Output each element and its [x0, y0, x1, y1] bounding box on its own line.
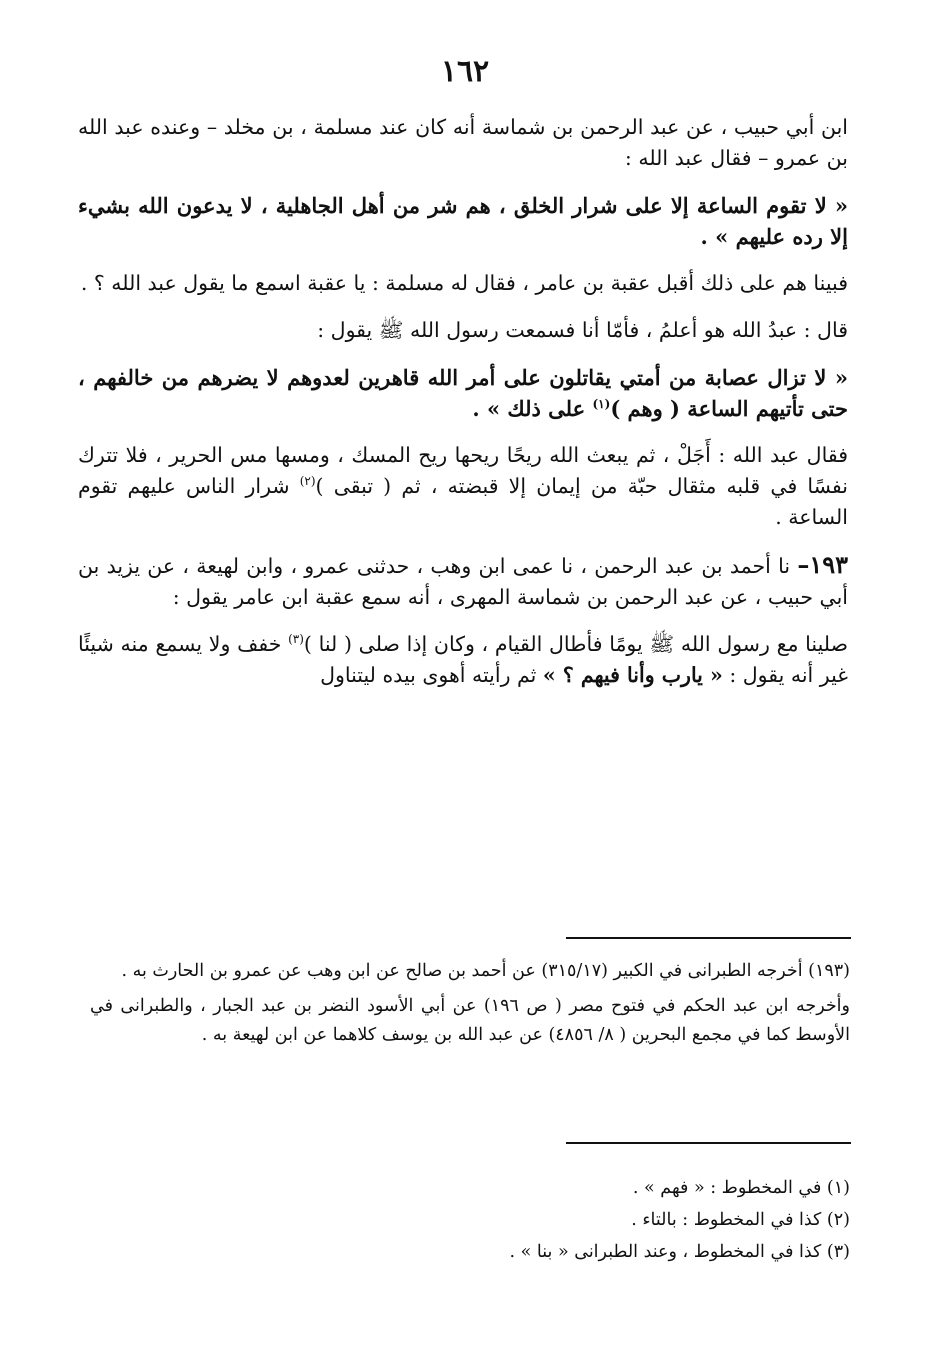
paragraph-6	[78, 440, 848, 533]
hadith-quote-1: « لا تقوم الساعة إلا على شرار الخلق ، هم شر من أهل الجاهلية ، لا يدعون الله بشيء إلا رده عليهم » .	[78, 193, 848, 249]
hadith-quote-2	[78, 362, 848, 424]
footnote-ref-2: (٢)	[299, 474, 316, 489]
takhrij-1: (١٩٣) أخرجه الطبرانى في الكبير (٣١٥/١٧) عن أحمد بن صالح عن ابن وهب عن عمرو بن الحارث به .	[121, 961, 850, 981]
paragraph-8-mid: خفف ولا يسمع منه شيئًا غير أنه يقول :	[78, 632, 848, 687]
footnote-ref-3: (٣)	[288, 632, 304, 647]
paragraph-6-text: فقال عبد الله : أَجَلْ ، ثم يبعث الله ريحًا ريحها ريح المسك ، ومسها مس الحرير ، فلا تترك نفسًا في قلبه مثقال حبّة من إيمان إلا قبضته ، ثم ( تبقى )	[78, 443, 848, 498]
paragraph-8-text: صلينا مع رسول الله ﷺ يومًا فأطال القيام ، وكان إذا صلى ( لنا )	[303, 632, 848, 656]
paragraph-4: قال : عبدُ الله هو أعلمُ ، فأمّا أنا فسمعت رسول الله ﷺ يقول :	[317, 318, 848, 342]
footnote-1: (١) في المخطوط : « فهم » .	[632, 1178, 850, 1198]
footnote-3: (٣) كذا في المخطوط ، وعند الطبرانى « بنا » .	[509, 1242, 850, 1262]
page-number: ١٦٢	[440, 54, 490, 89]
hadith-quote-2-end: على ذلك » .	[472, 396, 593, 421]
hadith-193	[78, 549, 848, 613]
paragraph-1: ابن أبي حبيب ، عن عبد الرحمن بن شماسة أنه كان عند مسلمة ، بن مخلد – وعنده عبد الله بن عمرو – فقال عبد الله :	[78, 115, 848, 170]
hadith-quote-2-text: « لا تزال عصابة من أمتي يقاتلون على أمر الله قاهرين لعدوهم لا يضرهم من خالفهم ، حتى تأتيهم الساعة ( وهم )	[78, 365, 848, 421]
takhrij-2: وأخرجه ابن عبد الحكم في فتوح مصر ( ص ١٩٦) عن أبي الأسود النضر بن عبد الجبار ، والطبرانى في الأوسط كما في مجمع البحرين ( ٨/ ٤٨٥٦) عن عبد الله بن يوسف كلاهما عن ابن لهيعة به .	[90, 996, 850, 1045]
paragraph-8-end: ثم رأيته أهوى بيده ليتناول	[320, 663, 543, 687]
takhrij-notes	[90, 957, 850, 1056]
divider-rule-1	[566, 937, 851, 939]
paragraph-8	[78, 629, 848, 691]
main-text	[78, 112, 848, 707]
hadith-number: ١٩٣–	[797, 550, 848, 579]
footnote-ref-1: (١)	[592, 397, 611, 411]
hadith-193-text: نا أحمد بن عبد الرحمن ، نا عمى ابن وهب ، حدثنى عمرو ، وابن لهيعة ، عن يزيد بن أبي حبيب ، عن عبد الرحمن بن شماسة المهرى ، أنه سمع عقبة ابن عامر يقول :	[78, 554, 848, 609]
divider-rule-2	[566, 1142, 851, 1144]
paragraph-3: فبينا هم على ذلك أقبل عقبة بن عامر ، فقال له مسلمة : يا عقبة اسمع ما يقول عبد الله ؟ .	[80, 271, 848, 295]
paragraph-8-quote: « يارب وأنا فيهم ؟ »	[542, 663, 723, 687]
paragraph-6-end: شرار الناس عليهم تقوم الساعة .	[78, 474, 848, 529]
footnotes	[90, 1172, 850, 1268]
footnote-2: (٢) كذا في المخطوط : بالتاء .	[631, 1210, 850, 1230]
